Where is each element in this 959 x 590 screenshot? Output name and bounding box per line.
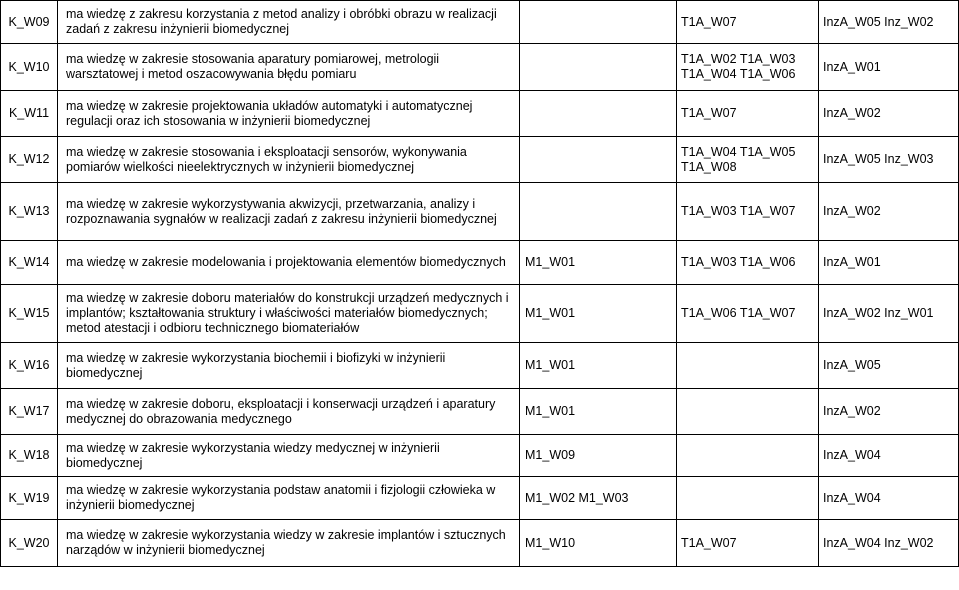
m1-code-cell [520,1,677,44]
m1-code-cell: M1_W01 [520,241,677,285]
t1a-code-cell: T1A_W07 [677,91,819,137]
code-cell: K_W10 [1,44,58,91]
inza-code-cell: InzA_W04 [819,477,959,520]
code-cell: K_W19 [1,477,58,520]
table-row [1,435,959,477]
table-row [1,1,959,44]
m1-code-cell [520,137,677,183]
m1-code-cell [520,183,677,241]
description-cell: ma wiedzę w zakresie wykorzystywania akwizycji, przetwarzania, analizy i rozpoznawania sygnałów w realizacji zadań z zakresu inżynierii biomedycznej [58,183,520,241]
table-row [1,241,959,285]
code-cell: K_W09 [1,1,58,44]
code-cell: K_W17 [1,389,58,435]
description-cell: ma wiedzę w zakresie wykorzystania wiedzy medycznej w inżynierii biomedycznej [58,435,520,477]
table-row [1,285,959,343]
t1a-code-cell [677,477,819,520]
t1a-code-cell: T1A_W03 T1A_W07 [677,183,819,241]
description-cell: ma wiedzę w zakresie stosowania aparatury pomiarowej, metrologii warsztatowej i metod oszacowywania błędu pomiaru [58,44,520,91]
code-cell: K_W14 [1,241,58,285]
t1a-code-cell: T1A_W07 [677,1,819,44]
m1-code-cell: M1_W01 [520,343,677,389]
code-cell: K_W15 [1,285,58,343]
description-cell: ma wiedzę w zakresie wykorzystania podstaw anatomii i fizjologii człowieka w inżynierii biomedycznej [58,477,520,520]
table-row [1,183,959,241]
inza-code-cell: InzA_W02 [819,389,959,435]
table-row [1,389,959,435]
t1a-code-cell [677,435,819,477]
t1a-code-cell: T1A_W02 T1A_W03 T1A_W04 T1A_W06 [677,44,819,91]
table-row [1,343,959,389]
description-cell: ma wiedzę w zakresie wykorzystania wiedzy w zakresie implantów i sztucznych narządów w inżynierii biomedycznej [58,520,520,567]
inza-code-cell: InzA_W01 [819,44,959,91]
m1-code-cell: M1_W10 [520,520,677,567]
code-cell: K_W11 [1,91,58,137]
code-cell: K_W16 [1,343,58,389]
m1-code-cell: M1_W01 [520,389,677,435]
description-cell: ma wiedzę z zakresu korzystania z metod analizy i obróbki obrazu w realizacji zadań z zakresu inżynierii biomedycznej [58,1,520,44]
inza-code-cell: InzA_W01 [819,241,959,285]
inza-code-cell: InzA_W04 [819,435,959,477]
code-cell: K_W18 [1,435,58,477]
table-row [1,137,959,183]
t1a-code-cell [677,389,819,435]
m1-code-cell [520,44,677,91]
code-cell: K_W13 [1,183,58,241]
inza-code-cell: InzA_W02 [819,91,959,137]
m1-code-cell [520,91,677,137]
description-cell: ma wiedzę w zakresie modelowania i projektowania elementów biomedycznych [58,241,520,285]
m1-code-cell: M1_W09 [520,435,677,477]
t1a-code-cell: T1A_W03 T1A_W06 [677,241,819,285]
description-cell: ma wiedzę w zakresie doboru, eksploatacji i konserwacji urządzeń i aparatury medycznej do obrazowania medycznego [58,389,520,435]
inza-code-cell: InzA_W05 Inz_W02 [819,1,959,44]
m1-code-cell: M1_W01 [520,285,677,343]
t1a-code-cell: T1A_W07 [677,520,819,567]
code-cell: K_W12 [1,137,58,183]
inza-code-cell: InzA_W02 Inz_W01 [819,285,959,343]
description-cell: ma wiedzę w zakresie doboru materiałów do konstrukcji urządzeń medycznych i implantów; kształtowania struktury i właściwości materiałów biomedycznych; metod atestacji i odbioru technicznego biomateriałów [58,285,520,343]
t1a-code-cell: T1A_W04 T1A_W05 T1A_W08 [677,137,819,183]
t1a-code-cell [677,343,819,389]
t1a-code-cell: T1A_W06 T1A_W07 [677,285,819,343]
description-cell: ma wiedzę w zakresie stosowania i eksploatacji sensorów, wykonywania pomiarów wielkości nieelektrycznych w inżynierii biomedycznej [58,137,520,183]
table-row [1,91,959,137]
table-row [1,477,959,520]
m1-code-cell: M1_W02 M1_W03 [520,477,677,520]
inza-code-cell: InzA_W05 [819,343,959,389]
description-cell: ma wiedzę w zakresie wykorzystania biochemii i biofizyki w inżynierii biomedycznej [58,343,520,389]
description-cell: ma wiedzę w zakresie projektowania układów automatyki i automatycznej regulacji oraz ich stosowania w inżynierii biomedycznej [58,91,520,137]
table-row [1,520,959,567]
inza-code-cell: InzA_W02 [819,183,959,241]
inza-code-cell: InzA_W05 Inz_W03 [819,137,959,183]
table-row [1,44,959,91]
code-cell: K_W20 [1,520,58,567]
inza-code-cell: InzA_W04 Inz_W02 [819,520,959,567]
